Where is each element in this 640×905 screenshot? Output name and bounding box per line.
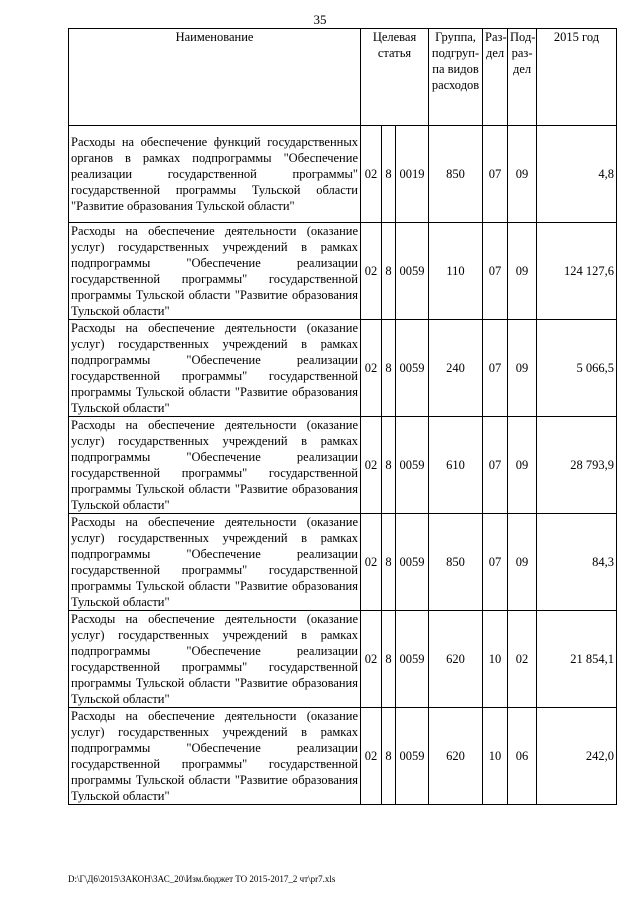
row-subsection: 06 — [508, 708, 537, 805]
row-target-subprogram: 8 — [382, 611, 396, 708]
row-amount: 4,8 — [537, 126, 617, 223]
row-amount: 84,3 — [537, 514, 617, 611]
row-target-subprogram: 8 — [382, 126, 396, 223]
row-section: 07 — [483, 417, 508, 514]
row-target-program: 02 — [361, 514, 382, 611]
row-section: 07 — [483, 223, 508, 320]
row-amount: 21 854,1 — [537, 611, 617, 708]
row-subsection: 09 — [508, 417, 537, 514]
table-row — [69, 611, 617, 708]
row-target-subprogram: 8 — [382, 320, 396, 417]
row-group: 620 — [429, 611, 483, 708]
row-target-program: 02 — [361, 417, 382, 514]
row-group: 850 — [429, 514, 483, 611]
row-group: 240 — [429, 320, 483, 417]
header-target-article: Целевая статья — [361, 29, 429, 126]
row-name: Расходы на обеспечение деятельности (оказание услуг) государственных учреждений в рамках подпрограммы "Обеспечение реализации государственной программы" государственной программы Тульской области "Развитие образования Тульской области" — [69, 708, 361, 805]
table-row — [69, 320, 617, 417]
header-section: Раз-дел — [483, 29, 508, 126]
table-row — [69, 708, 617, 805]
row-section: 07 — [483, 126, 508, 223]
table-row — [69, 514, 617, 611]
row-target-program: 02 — [361, 223, 382, 320]
row-group: 110 — [429, 223, 483, 320]
row-group: 610 — [429, 417, 483, 514]
table-row — [69, 417, 617, 514]
row-group: 620 — [429, 708, 483, 805]
row-name: Расходы на обеспечение деятельности (оказание услуг) государственных учреждений в рамках подпрограммы "Обеспечение реализации государственной программы" государственной программы Тульской области "Развитие образования Тульской области" — [69, 320, 361, 417]
header-row — [69, 29, 617, 126]
header-name: Наименование — [69, 29, 361, 126]
table-row — [69, 223, 617, 320]
row-target-code: 0059 — [396, 320, 429, 417]
row-target-subprogram: 8 — [382, 708, 396, 805]
page-number: 35 — [313, 12, 327, 27]
row-target-subprogram: 8 — [382, 514, 396, 611]
row-target-code: 0019 — [396, 126, 429, 223]
row-subsection: 02 — [508, 611, 537, 708]
row-name: Расходы на обеспечение деятельности (оказание услуг) государственных учреждений в рамках подпрограммы "Обеспечение реализации государственной программы" государственной программы Тульской области "Развитие образования Тульской области" — [69, 611, 361, 708]
row-target-code: 0059 — [396, 708, 429, 805]
row-section: 10 — [483, 611, 508, 708]
row-target-program: 02 — [361, 611, 382, 708]
row-name: Расходы на обеспечение деятельности (оказание услуг) государственных учреждений в рамках подпрограммы "Обеспечение реализации государственной программы" государственной программы Тульской области "Развитие образования Тульской области" — [69, 417, 361, 514]
row-amount: 242,0 — [537, 708, 617, 805]
row-target-code: 0059 — [396, 514, 429, 611]
row-amount: 124 127,6 — [537, 223, 617, 320]
row-target-code: 0059 — [396, 223, 429, 320]
row-target-code: 0059 — [396, 611, 429, 708]
row-target-subprogram: 8 — [382, 223, 396, 320]
row-subsection: 09 — [508, 223, 537, 320]
row-subsection: 09 — [508, 320, 537, 417]
row-amount: 28 793,9 — [537, 417, 617, 514]
row-group: 850 — [429, 126, 483, 223]
row-section: 07 — [483, 514, 508, 611]
row-name: Расходы на обеспечение деятельности (оказание услуг) государственных учреждений в рамках подпрограммы "Обеспечение реализации государственной программы" государственной программы Тульской области "Развитие образования Тульской области" — [69, 514, 361, 611]
row-section: 10 — [483, 708, 508, 805]
row-target-program: 02 — [361, 708, 382, 805]
header-year: 2015 год — [537, 29, 617, 126]
table-row — [69, 126, 617, 223]
row-name: Расходы на обеспечение деятельности (оказание услуг) государственных учреждений в рамках подпрограммы "Обеспечение реализации государственной программы" государственной программы Тульской области "Развитие образования Тульской области" — [69, 223, 361, 320]
row-target-code: 0059 — [396, 417, 429, 514]
row-target-subprogram: 8 — [382, 417, 396, 514]
row-amount: 5 066,5 — [537, 320, 617, 417]
row-section: 07 — [483, 320, 508, 417]
header-subsection: Под-раз-дел — [508, 29, 537, 126]
header-group: Группа, подгруп-па видов расходов — [429, 29, 483, 126]
row-target-program: 02 — [361, 126, 382, 223]
budget-table — [68, 28, 617, 805]
table-body — [69, 126, 617, 805]
row-subsection: 09 — [508, 514, 537, 611]
file-path-footer: D:\Г\Д6\2015\ЗАКОН\ЗАС_20\Изм.бюджет ТО 2015-2017_2 чт\pr7.xls — [68, 874, 336, 884]
row-target-program: 02 — [361, 320, 382, 417]
row-subsection: 09 — [508, 126, 537, 223]
row-name: Расходы на обеспечение функций государственных органов в рамках подпрограммы "Обеспечение реализации государственной программы" государственной программы Тульской области "Развитие образования Тульской области" — [69, 126, 361, 223]
